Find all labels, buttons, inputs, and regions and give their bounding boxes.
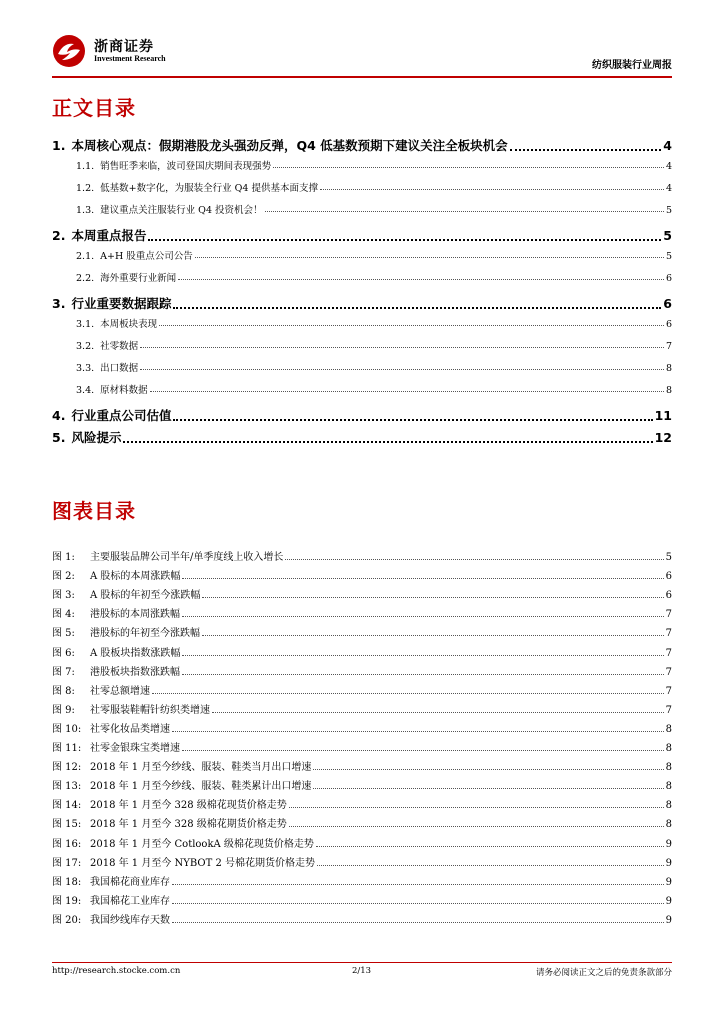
dot-leader: [172, 922, 664, 923]
figures-title: 图表目录: [52, 499, 136, 523]
figure-entry-text: 2018 年 1 月至今纱线、服装、鞋类累计出口增速: [90, 781, 312, 793]
toc-section-entry-page: 6: [665, 273, 672, 284]
page-header: [52, 34, 672, 74]
toc-chapter-entry-text: 行业重要数据跟踪: [71, 296, 172, 311]
toc-section-entry-text: 原材料数据: [100, 385, 148, 396]
figure-entry-number: 图 16:: [52, 838, 82, 850]
toc-chapter-entry[interactable]: [52, 136, 672, 154]
dot-leader: [273, 167, 664, 168]
figure-entry[interactable]: [52, 911, 672, 926]
figure-entry-page: 8: [665, 819, 672, 831]
toc-chapter-entry-text: 本周重点报告: [71, 228, 147, 243]
figure-entry-page: 9: [665, 838, 672, 850]
figure-entry-number: 图 10:: [52, 723, 82, 735]
figure-entry-text: 我国棉花商业库存: [90, 876, 170, 888]
toc-section-entry-number: 3.2.: [76, 341, 95, 352]
figure-entry-page: 8: [665, 781, 672, 793]
toc-chapter-entry-number: 4.: [52, 408, 66, 423]
toc-section-entry-text: 出口数据: [100, 363, 139, 374]
logo-chinese-name: 浙商证券: [94, 39, 154, 55]
toc-chapter-entry-text: 行业重点公司估值: [71, 408, 172, 423]
dot-leader: [289, 807, 664, 808]
figure-entry-number: 图 14:: [52, 800, 82, 812]
dot-leader: [159, 325, 664, 326]
toc-section-entry-number: 3.3.: [76, 363, 95, 374]
dot-leader: [172, 903, 664, 904]
figure-entry-number: 图 3:: [52, 590, 75, 602]
toc-section-entry[interactable]: [52, 270, 672, 284]
figure-entry[interactable]: [52, 605, 672, 620]
figure-entry-page: 6: [665, 571, 672, 583]
figure-entry[interactable]: [52, 663, 672, 678]
dot-leader: [182, 578, 663, 579]
header-divider: [52, 76, 672, 78]
toc-section-entry[interactable]: [52, 158, 672, 172]
figure-entry-text: 2018 年 1 月至今 CotlookA 级棉花现货价格走势: [90, 838, 314, 850]
figure-entry-number: 图 1:: [52, 552, 75, 563]
figure-entry-page: 7: [665, 685, 672, 697]
figure-entry-text: 2018 年 1 月至今 328 级棉花期货价格走势: [90, 819, 287, 831]
toc-chapter-entry-page: 11: [654, 408, 672, 423]
dot-leader: [150, 391, 664, 392]
toc-section-entry-number: 1.2.: [76, 183, 95, 194]
figure-entry-page: 8: [665, 762, 672, 774]
dot-leader: [317, 865, 664, 866]
figure-entry[interactable]: [52, 567, 672, 582]
figure-entry-number: 图 9:: [52, 704, 75, 716]
figure-entry-number: 图 7:: [52, 666, 75, 678]
figure-entry-page: 8: [665, 723, 672, 735]
toc-section-entry-number: 2.1.: [76, 251, 95, 262]
toc-chapter-entry[interactable]: [52, 428, 672, 446]
toc-chapter-entry[interactable]: [52, 226, 672, 244]
toc-section-entry-page: 8: [665, 385, 672, 396]
toc-chapter-entry-page: 4: [663, 138, 672, 153]
figure-entry-text: 2018 年 1 月至今纱线、服装、鞋类当月出口增速: [90, 762, 312, 774]
figure-entry-page: 7: [665, 666, 672, 678]
dot-leader: [313, 788, 663, 789]
figure-entry-page: 8: [665, 743, 672, 754]
report-type: 纺织服装行业周报: [592, 60, 672, 71]
figure-entry-number: 图 13:: [52, 781, 82, 793]
figure-entry-page: 7: [665, 704, 672, 716]
figure-entry-text: A 股标的本周涨跌幅: [90, 571, 181, 583]
toc-chapter-entry-page: 12: [654, 430, 672, 445]
dot-leader: [182, 616, 664, 617]
figure-entry-text: 社零金银珠宝类增速: [90, 743, 180, 754]
figure-entry-page: 9: [665, 895, 672, 907]
dot-leader: [265, 211, 664, 212]
toc-section-entry-text: 建议重点关注服装行业 Q4 投资机会！: [100, 205, 263, 216]
figure-entry-page: 9: [665, 876, 672, 888]
figure-entry-text: 我国棉花工业库存: [90, 895, 170, 907]
toc-section-entry-page: 7: [665, 341, 672, 352]
footer-divider: [52, 962, 672, 963]
dot-leader: [202, 635, 664, 636]
figure-entry-text: A 股标的年初至今涨跌幅: [90, 590, 201, 602]
figure-entry-text: 2018 年 1 月至今 328 级棉花现货价格走势: [90, 800, 287, 812]
toc-section-entry-number: 2.2.: [76, 273, 95, 284]
toc-chapter-entry-number: 3.: [52, 296, 66, 311]
figure-entry-page: 9: [665, 914, 672, 926]
toc-section-entry-number: 3.1.: [76, 319, 95, 330]
figure-entry[interactable]: [52, 739, 672, 754]
toc-section-entry[interactable]: [52, 316, 672, 330]
toc-section-entry[interactable]: [52, 360, 672, 374]
toc-section-entry-text: 社零数据: [100, 341, 139, 352]
toc-chapter-entry[interactable]: [52, 294, 672, 312]
dot-leader: [320, 189, 664, 190]
figure-entry-page: 5: [665, 552, 672, 563]
dot-leader: [172, 884, 664, 885]
toc-chapter-entry-page: 6: [663, 296, 672, 311]
figure-entry-number: 图 18:: [52, 876, 82, 888]
dot-leader: [152, 693, 664, 694]
figure-entry[interactable]: [52, 701, 672, 716]
figure-entry-text: 我国纱线库存天数: [90, 914, 170, 926]
dot-leader: [212, 712, 664, 713]
dot-leader: [182, 655, 663, 656]
toc-chapter-entry-number: 2.: [52, 228, 66, 243]
figure-entry[interactable]: [52, 796, 672, 811]
toc-chapter-entry-number: 5.: [52, 430, 66, 445]
dot-leader: [195, 257, 664, 258]
figure-entry-page: 7: [665, 628, 672, 640]
page-number: 2/13: [352, 966, 372, 976]
toc-section-entry-page: 8: [665, 363, 672, 374]
figure-entry-page: 7: [665, 647, 672, 659]
figure-entry[interactable]: [52, 835, 672, 850]
company-logo-icon: [52, 34, 86, 68]
toc-section-entry-text: 销售旺季来临，波司登国庆期间表现强势: [100, 161, 272, 172]
toc-section-entry-page: 4: [665, 161, 672, 172]
figure-entry[interactable]: [52, 758, 672, 773]
figure-entry-page: 8: [665, 800, 672, 812]
figure-entry-number: 图 17:: [52, 857, 82, 869]
figure-entry-number: 图 15:: [52, 819, 82, 831]
figure-entry[interactable]: [52, 815, 672, 830]
figure-entry-number: 图 12:: [52, 762, 82, 774]
dot-leader: [182, 674, 664, 675]
toc-section-entry-page: 4: [665, 183, 672, 194]
toc-section-entry-text: 海外重要行业新闻: [100, 273, 177, 284]
figure-entry-number: 图 8:: [52, 685, 75, 697]
figure-entry-number: 图 2:: [52, 571, 75, 583]
dot-leader: [173, 419, 652, 421]
figure-entry-number: 图 6:: [52, 647, 75, 659]
figure-entry[interactable]: [52, 644, 672, 659]
figure-entry[interactable]: [52, 873, 672, 888]
dot-leader: [313, 769, 663, 770]
toc-section-entry-page: 5: [665, 205, 672, 216]
toc-section-entry[interactable]: [52, 382, 672, 396]
toc-section-entry-number: 3.4.: [76, 385, 95, 396]
toc-section-entry[interactable]: [52, 338, 672, 352]
figure-entry[interactable]: [52, 777, 672, 792]
toc-chapter-entry[interactable]: [52, 406, 672, 424]
toc-chapter-entry-text: 本周核心观点：假期港股龙头强劲反弹，Q4 低基数预期下建议关注全板块机会: [71, 138, 508, 153]
figure-entry-text: 港股标的本周涨跌幅: [90, 609, 180, 621]
figure-entry-text: 主要服装品牌公司半年/单季度线上收入增长: [90, 552, 284, 563]
dot-leader: [316, 846, 664, 847]
dot-leader: [202, 597, 663, 598]
toc-section-entry-page: 6: [665, 319, 672, 330]
dot-leader: [289, 826, 664, 827]
logo-english-name: Investment Research: [94, 54, 166, 63]
figure-entry[interactable]: [52, 682, 672, 697]
figure-entry-text: 社零服装鞋帽针纺织类增速: [90, 704, 210, 716]
dot-leader: [148, 239, 661, 241]
dot-leader: [285, 559, 663, 560]
toc-section-entry[interactable]: [52, 248, 672, 262]
toc-section-entry-text: 本周板块表现: [100, 319, 158, 330]
figure-entry[interactable]: [52, 586, 672, 601]
figure-entry-number: 图 4:: [52, 609, 75, 621]
toc-chapter-entry-page: 5: [663, 228, 672, 243]
figure-entry-page: 7: [665, 609, 672, 621]
footer-disclaimer: 请务必阅读正文之后的免责条款部分: [535, 968, 672, 978]
figure-entry-text: 社零总额增速: [90, 685, 150, 697]
figure-entry-page: 9: [665, 857, 672, 869]
toc-section-entry-number: 1.3.: [76, 205, 95, 216]
dot-leader: [182, 750, 664, 751]
figure-entry[interactable]: [52, 548, 672, 563]
dot-leader: [173, 307, 661, 309]
figure-entry-page: 6: [665, 590, 672, 602]
toc-chapter-entry-number: 1.: [52, 138, 66, 153]
footer-url[interactable]: http://research.stocke.com.cn: [52, 966, 181, 976]
figure-entry-number: 图 5:: [52, 628, 75, 640]
figure-entry-text: 社零化妆品类增速: [90, 723, 170, 735]
figure-entry-number: 图 11:: [52, 743, 82, 754]
toc-section-entry-text: 低基数+数字化，为服装全行业 Q4 提供基本面支撑: [100, 183, 318, 194]
toc-section-entry-page: 5: [665, 251, 672, 262]
figure-entry-text: 港股板块指数涨跌幅: [90, 666, 180, 678]
toc-title: 正文目录: [52, 96, 136, 120]
dot-leader: [140, 369, 664, 370]
toc-section-entry-number: 1.1.: [76, 161, 95, 172]
toc-chapter-entry-text: 风险提示: [71, 430, 122, 445]
toc-section-entry-text: A+H 股重点公司公告: [100, 251, 193, 262]
dot-leader: [178, 279, 664, 280]
figure-entry[interactable]: [52, 892, 672, 907]
figure-entry-number: 图 20:: [52, 914, 82, 926]
figure-entry[interactable]: [52, 624, 672, 639]
figure-entry-text: A 股板块指数涨跌幅: [90, 647, 181, 659]
figure-entry[interactable]: [52, 720, 672, 735]
figure-entry-number: 图 19:: [52, 895, 82, 907]
dot-leader: [510, 149, 662, 151]
dot-leader: [172, 731, 664, 732]
toc-section-entry[interactable]: [52, 180, 672, 194]
dot-leader: [123, 441, 652, 443]
figure-entry[interactable]: [52, 854, 672, 869]
toc-section-entry[interactable]: [52, 202, 672, 216]
figure-entry-text: 2018 年 1 月至今 NYBOT 2 号棉花期货价格走势: [90, 857, 315, 869]
dot-leader: [140, 347, 664, 348]
figure-entry-text: 港股标的年初至今涨跌幅: [90, 628, 200, 640]
